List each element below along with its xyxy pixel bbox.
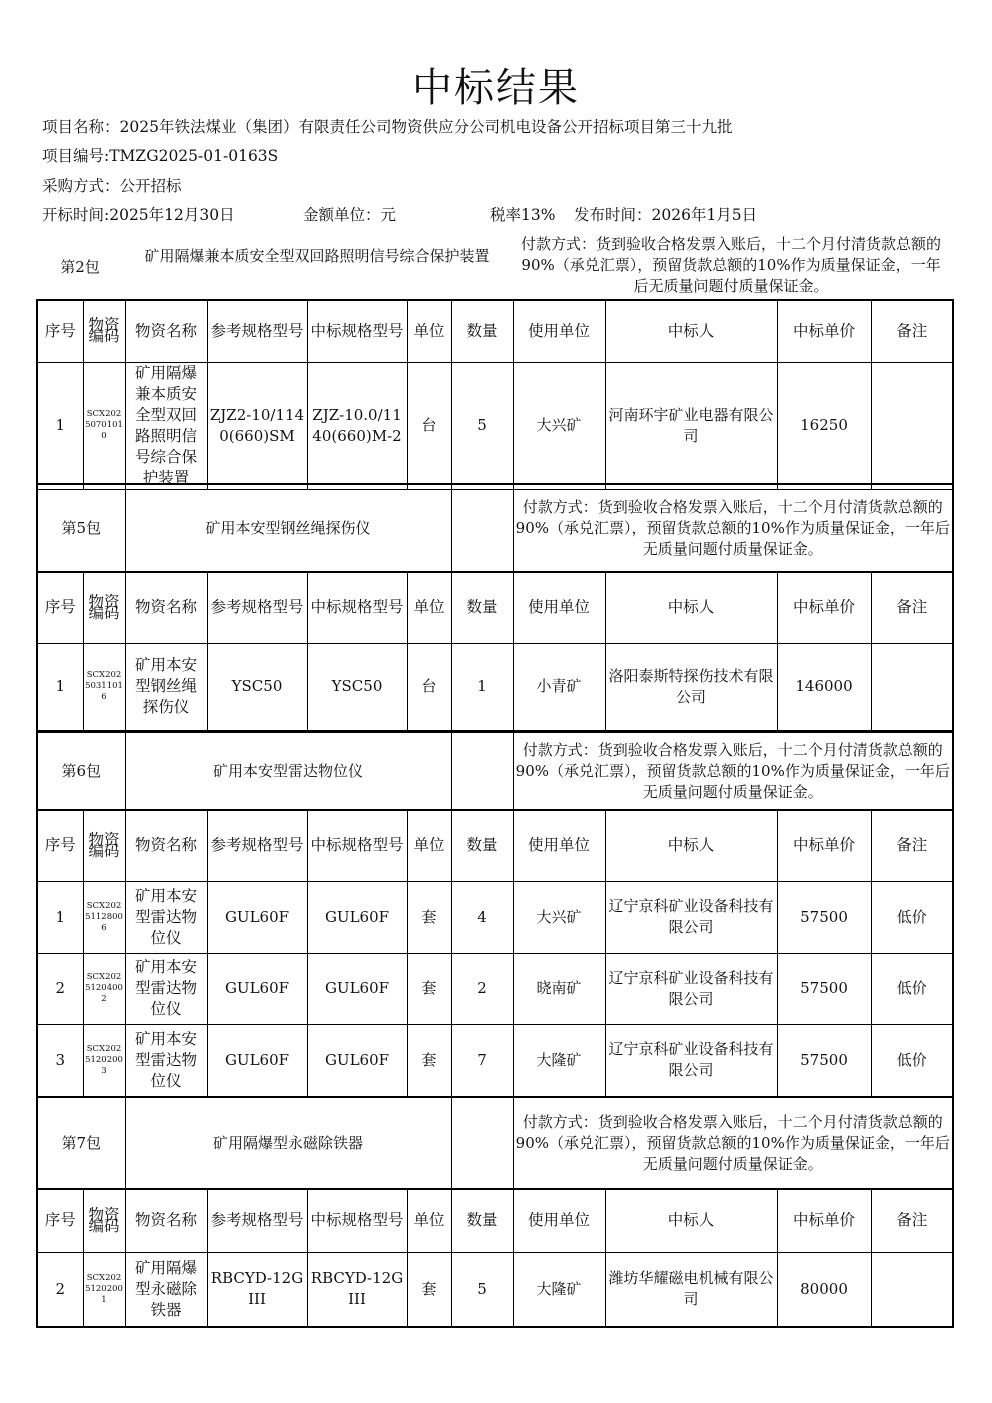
package-spacer <box>451 732 513 810</box>
col-unit: 单位 <box>407 810 451 881</box>
payment-terms: 付款方式：货到验收合格发票入账后，十二个月付清货款总额的90%（承兑汇票），预留货款总额的10%作为质量保证金，一年后无质量问题付质量保证金。 <box>513 484 953 572</box>
cell-seq: 3 <box>37 1024 83 1096</box>
package-7-table <box>36 1096 954 1190</box>
package-6-table <box>36 731 954 811</box>
tax-rate: 税率13% <box>490 206 556 224</box>
cell-ref-spec: GUL60F <box>207 1024 307 1096</box>
col-seq: 序号 <box>37 300 83 362</box>
col-name: 物资名称 <box>125 810 207 881</box>
cell-remark <box>871 362 953 489</box>
col-qty: 数量 <box>451 1189 513 1252</box>
package-header <box>37 1097 953 1189</box>
col-name: 物资名称 <box>125 300 207 362</box>
col-code: 物资编码 <box>83 300 125 362</box>
package-name: 矿用隔爆兼本质安全型双回路照明信号综合保护装置 <box>144 247 490 265</box>
package-5-table <box>36 483 954 573</box>
col-seq: 序号 <box>37 1189 83 1252</box>
cell-code: SCX20251204002 <box>83 953 125 1024</box>
cell-name: 矿用隔爆型永磁除铁器 <box>125 1252 207 1327</box>
cell-seq: 1 <box>37 362 83 489</box>
cell-name: 矿用本安型钢丝绳探伤仪 <box>125 643 207 730</box>
cell-winner: 潍坊华耀磁电机械有限公司 <box>605 1252 777 1327</box>
col-price: 中标单价 <box>777 300 871 362</box>
cell-bid-spec: GUL60F <box>307 881 407 953</box>
package-header <box>37 484 953 572</box>
cell-bid-spec: YSC50 <box>307 643 407 730</box>
col-remark: 备注 <box>871 1189 953 1252</box>
col-qty: 数量 <box>451 810 513 881</box>
package-header <box>37 732 953 810</box>
col-ref-spec: 参考规格型号 <box>207 572 307 643</box>
cell-qty: 5 <box>451 362 513 489</box>
col-user: 使用单位 <box>513 572 605 643</box>
cell-bid-spec: GUL60F <box>307 953 407 1024</box>
cell-user: 大隆矿 <box>513 1024 605 1096</box>
package-name: 矿用本安型雷达物位仪 <box>125 732 451 810</box>
package-name: 矿用隔爆型永磁除铁器 <box>125 1097 451 1189</box>
col-code: 物资编码 <box>83 1189 125 1252</box>
col-code: 物资编码 <box>83 810 125 881</box>
col-price: 中标单价 <box>777 1189 871 1252</box>
payment-terms: 付款方式：货到验收合格发票入账后，十二个月付清货款总额的90%（承兑汇票），预留货款总额的10%作为质量保证金，一年后无质量问题付质量保证金。 <box>513 1097 953 1189</box>
col-remark: 备注 <box>871 300 953 362</box>
open-date: 开标时间:2025年12月30日 <box>42 206 235 224</box>
cell-price: 57500 <box>777 881 871 953</box>
cell-winner: 辽宁京科矿业设备科技有限公司 <box>605 881 777 953</box>
payment-terms: 付款方式：货到验收合格发票入账后，十二个月付清货款总额的90%（承兑汇票），预留货款总额的10%作为质量保证金，一年后无质量问题付质量保证金。 <box>513 732 953 810</box>
cell-ref-spec: GUL60F <box>207 881 307 953</box>
cell-winner: 洛阳泰斯特探伤技术有限公司 <box>605 643 777 730</box>
cell-remark: 低价 <box>871 1024 953 1096</box>
cell-code: SCX20251202003 <box>83 1024 125 1096</box>
page-title: 中标结果 <box>412 65 580 111</box>
cell-bid-spec: ZJZ-10.0/1140(660)M-2 <box>307 362 407 489</box>
col-bid-spec: 中标规格型号 <box>307 300 407 362</box>
cell-name: 矿用本安型雷达物位仪 <box>125 1024 207 1096</box>
package-number: 第2包 <box>60 258 100 276</box>
cell-qty: 4 <box>451 881 513 953</box>
cell-remark <box>871 643 953 730</box>
cell-code: SCX20251202001 <box>83 1252 125 1327</box>
package-2-table <box>36 299 954 490</box>
project-name: 项目名称：2025年铁法煤业（集团）有限责任公司物资供应分公司机电设备公开招标项目第三十九批 <box>42 118 733 136</box>
cell-name: 矿用本安型雷达物位仪 <box>125 953 207 1024</box>
cell-winner: 河南环宇矿业电器有限公司 <box>605 362 777 489</box>
package-number: 第6包 <box>37 732 125 810</box>
col-code: 物资编码 <box>83 572 125 643</box>
cell-seq: 2 <box>37 1252 83 1327</box>
col-unit: 单位 <box>407 572 451 643</box>
package-header <box>36 234 952 298</box>
col-winner: 中标人 <box>605 300 777 362</box>
cell-name: 矿用本安型雷达物位仪 <box>125 881 207 953</box>
col-ref-spec: 参考规格型号 <box>207 300 307 362</box>
cell-unit: 台 <box>407 643 451 730</box>
cell-user: 大兴矿 <box>513 362 605 489</box>
cell-price: 16250 <box>777 362 871 489</box>
package-spacer <box>451 1097 513 1189</box>
cell-price: 57500 <box>777 953 871 1024</box>
cell-qty: 2 <box>451 953 513 1024</box>
package-number: 第7包 <box>37 1097 125 1189</box>
cell-unit: 套 <box>407 881 451 953</box>
cell-unit: 套 <box>407 953 451 1024</box>
cell-bid-spec: RBCYD-12GIII <box>307 1252 407 1327</box>
package-spacer <box>451 484 513 572</box>
col-winner: 中标人 <box>605 572 777 643</box>
cell-ref-spec: YSC50 <box>207 643 307 730</box>
table-row <box>37 643 953 730</box>
cell-remark: 低价 <box>871 953 953 1024</box>
cell-user: 大兴矿 <box>513 881 605 953</box>
cell-code: SCX20250311016 <box>83 643 125 730</box>
col-qty: 数量 <box>451 300 513 362</box>
cell-winner: 辽宁京科矿业设备科技有限公司 <box>605 953 777 1024</box>
cell-qty: 7 <box>451 1024 513 1096</box>
col-seq: 序号 <box>37 810 83 881</box>
cell-price: 80000 <box>777 1252 871 1327</box>
table-row <box>37 881 953 953</box>
col-name: 物资名称 <box>125 572 207 643</box>
col-winner: 中标人 <box>605 1189 777 1252</box>
col-qty: 数量 <box>451 572 513 643</box>
col-winner: 中标人 <box>605 810 777 881</box>
col-bid-spec: 中标规格型号 <box>307 572 407 643</box>
cell-code: SCX20250701010 <box>83 362 125 489</box>
table-row <box>37 1024 953 1096</box>
purchase-method: 采购方式：公开招标 <box>42 177 182 195</box>
package-7-items <box>36 1188 954 1328</box>
cell-qty: 5 <box>451 1252 513 1327</box>
cell-qty: 1 <box>451 643 513 730</box>
col-remark: 备注 <box>871 572 953 643</box>
col-user: 使用单位 <box>513 1189 605 1252</box>
table-row <box>37 1252 953 1327</box>
col-user: 使用单位 <box>513 810 605 881</box>
col-bid-spec: 中标规格型号 <box>307 810 407 881</box>
cell-unit: 台 <box>407 362 451 489</box>
cell-price: 57500 <box>777 1024 871 1096</box>
publish-date: 发布时间：2026年1月5日 <box>574 206 758 224</box>
col-ref-spec: 参考规格型号 <box>207 810 307 881</box>
col-unit: 单位 <box>407 1189 451 1252</box>
package-name: 矿用本安型钢丝绳探伤仪 <box>125 484 451 572</box>
cell-ref-spec: GUL60F <box>207 953 307 1024</box>
amount-unit: 金额单位：元 <box>303 206 397 224</box>
table-row <box>37 362 953 489</box>
cell-code: SCX20251128006 <box>83 881 125 953</box>
cell-user: 小青矿 <box>513 643 605 730</box>
col-price: 中标单价 <box>777 810 871 881</box>
cell-seq: 1 <box>37 881 83 953</box>
col-name: 物资名称 <box>125 1189 207 1252</box>
cell-ref-spec: RBCYD-12GIII <box>207 1252 307 1327</box>
cell-user: 晓南矿 <box>513 953 605 1024</box>
cell-bid-spec: GUL60F <box>307 1024 407 1096</box>
col-ref-spec: 参考规格型号 <box>207 1189 307 1252</box>
col-user: 使用单位 <box>513 300 605 362</box>
col-seq: 序号 <box>37 572 83 643</box>
col-price: 中标单价 <box>777 572 871 643</box>
cell-remark: 低价 <box>871 881 953 953</box>
package-5-items <box>36 571 954 731</box>
project-number: 项目编号:TMZG2025-01-0163S <box>42 147 279 165</box>
payment-terms: 付款方式：货到验收合格发票入账后，十二个月付清货款总额的90%（承兑汇票），预留货款总额的10%作为质量保证金，一年后无质量问题付质量保证金。 <box>520 235 941 295</box>
cell-ref-spec: ZJZ2-10/1140(660)SM <box>207 362 307 489</box>
cell-name: 矿用隔爆兼本质安全型双回路照明信号综合保护装置 <box>125 362 207 489</box>
package-6-items <box>36 809 954 1097</box>
cell-price: 146000 <box>777 643 871 730</box>
col-bid-spec: 中标规格型号 <box>307 1189 407 1252</box>
col-remark: 备注 <box>871 810 953 881</box>
table-row <box>37 953 953 1024</box>
cell-unit: 套 <box>407 1252 451 1327</box>
cell-seq: 1 <box>37 643 83 730</box>
col-unit: 单位 <box>407 300 451 362</box>
cell-unit: 套 <box>407 1024 451 1096</box>
cell-winner: 辽宁京科矿业设备科技有限公司 <box>605 1024 777 1096</box>
cell-remark <box>871 1252 953 1327</box>
cell-seq: 2 <box>37 953 83 1024</box>
package-number: 第5包 <box>37 484 125 572</box>
cell-user: 大隆矿 <box>513 1252 605 1327</box>
